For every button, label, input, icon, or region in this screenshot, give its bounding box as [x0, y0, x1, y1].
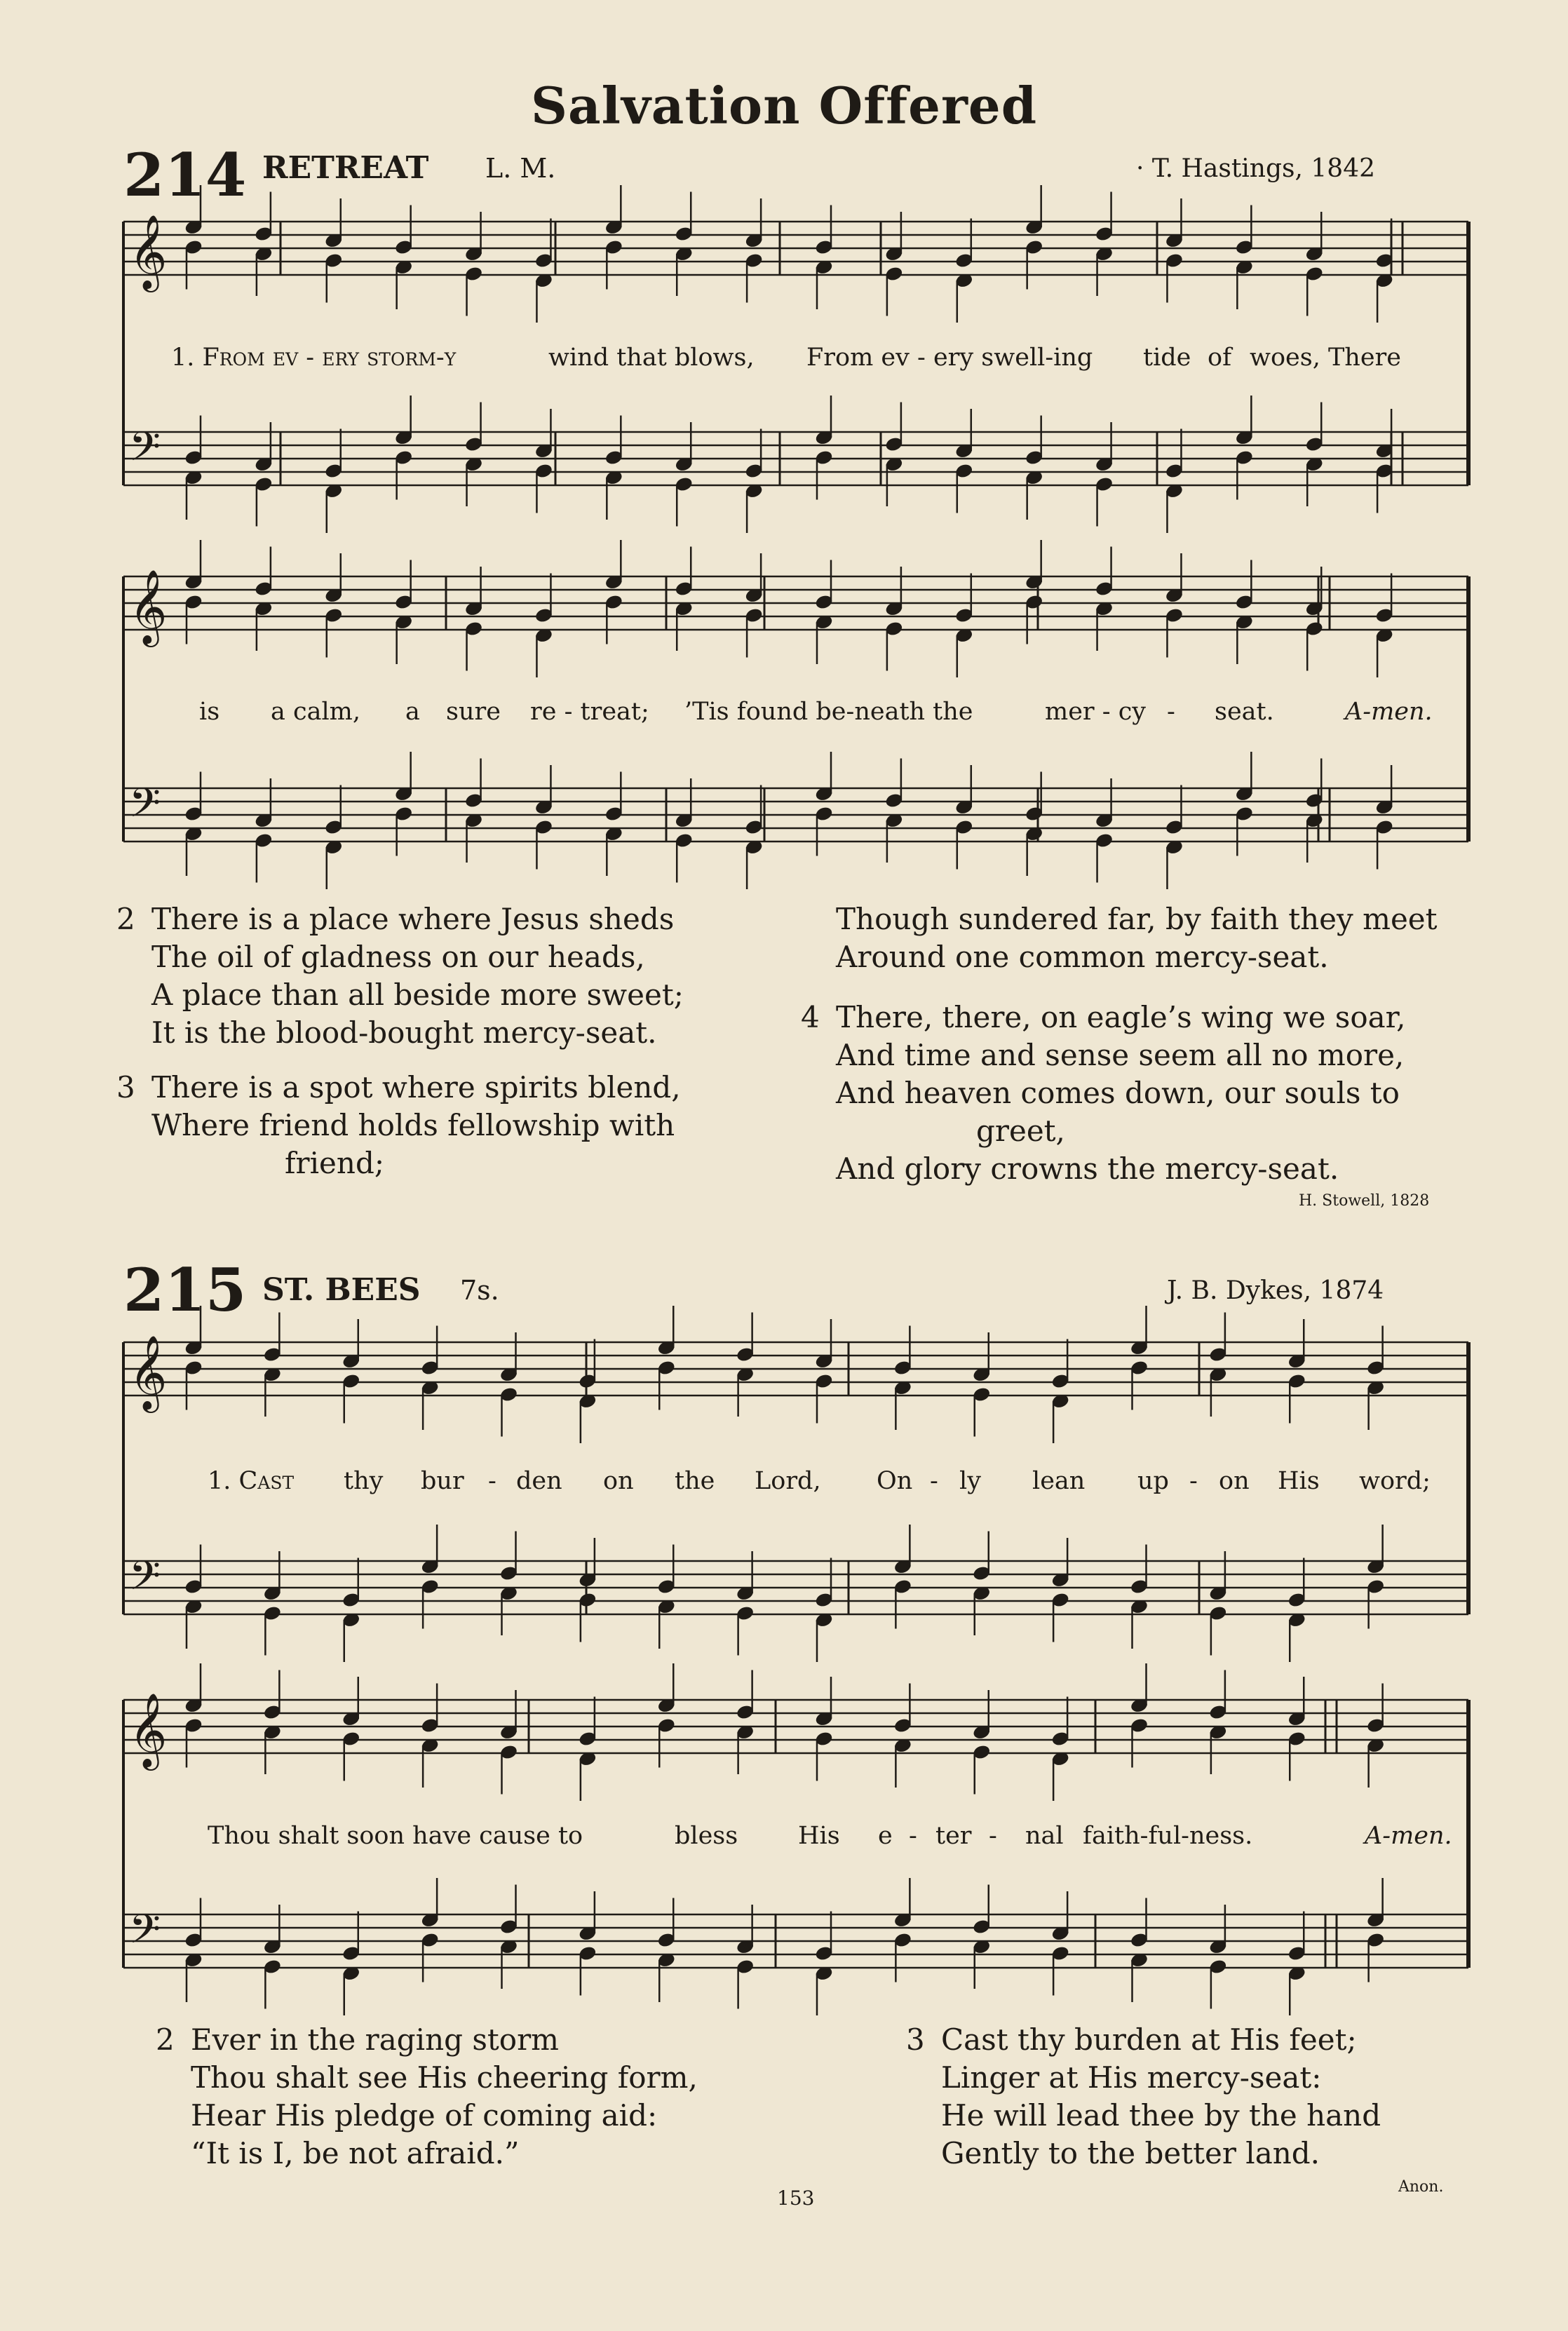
lyric-214-1-f: woes, There — [1250, 344, 1401, 372]
page-number: 153 — [777, 2187, 815, 2210]
lyric-214-1-d: tide — [1143, 344, 1191, 372]
lyric-215-1-j: - — [930, 1467, 938, 1495]
lyric-214-2-e: re - treat; — [530, 698, 649, 726]
lyric-215-2-c: His — [798, 1822, 840, 1850]
lyric-214-amen: A-men. — [1345, 698, 1433, 726]
meter: L. M. — [485, 153, 556, 184]
lyric-215-amen: A-men. — [1365, 1822, 1452, 1850]
lyric-215-1-o: on — [1219, 1467, 1250, 1495]
lyric-215-2-i: faith-ful-ness. — [1083, 1822, 1253, 1850]
lyric-214-1-a: 1. From ev - ery storm-y — [171, 344, 457, 372]
lyric-214-1-c: From ev - ery swell-ing — [806, 344, 1093, 372]
composer: · T. Hastings, 1842 — [1136, 154, 1376, 183]
meter: 7s. — [460, 1275, 499, 1306]
lyric-215-1-g: the — [675, 1467, 715, 1495]
verse-214-2: 2 There is a place where Jesus sheds The oil of gladness on our heads, A place than all beside more sweet; It is the blood-bought mercy-seat. — [116, 902, 684, 1050]
lyric-214-2-f: ’Tis found be-neath the — [684, 698, 973, 726]
verse-214-3-cont: Though sundered far, by faith they meet Around one common mercy-seat. — [836, 902, 1438, 974]
svg-text:𝄢: 𝄢 — [129, 779, 161, 837]
lyric-215-1-c: bur — [421, 1467, 464, 1495]
lyric-214-2-h: - — [1167, 698, 1175, 726]
section-title: Salvation Offered — [530, 76, 1038, 135]
svg-text:𝄞: 𝄞 — [129, 1335, 168, 1410]
svg-text:𝄢: 𝄢 — [129, 1905, 161, 1963]
lyric-215-1-k: ly — [959, 1467, 981, 1495]
lyric-214-2-c: a — [405, 698, 420, 726]
author-215: Anon. — [1398, 2178, 1444, 2196]
verse-215-2: 2 Ever in the raging storm Thou shalt see His cheering form, Hear His pledge of coming aid: “It is I, be not afraid.” — [156, 2022, 698, 2170]
lyric-215-1-d: - — [488, 1467, 496, 1495]
lyric-215-2-h: nal — [1025, 1822, 1064, 1850]
author-214: H. Stowell, 1828 — [1299, 1192, 1430, 1210]
lyric-215-2-d: e — [878, 1822, 893, 1850]
svg-text:𝄞: 𝄞 — [129, 214, 168, 289]
composer: J. B. Dykes, 1874 — [1167, 1276, 1384, 1305]
svg-text:𝄞: 𝄞 — [129, 1692, 168, 1767]
lyric-215-1-f: on — [603, 1467, 634, 1495]
lyric-215-2-g: - — [989, 1822, 997, 1850]
tune-name: ST. BEES — [262, 1272, 421, 1308]
lyric-215-1-e: den — [516, 1467, 562, 1495]
tune-name: RETREAT — [262, 150, 429, 186]
lyric-214-2-b: a calm, — [271, 698, 360, 726]
lyric-215-1-a: 1. Cast — [208, 1467, 295, 1495]
lyric-215-1-i: On — [877, 1467, 913, 1495]
lyric-214-1-e: of — [1208, 344, 1232, 372]
lyric-215-1-h: Lord, — [755, 1467, 821, 1495]
svg-text:𝄞: 𝄞 — [129, 569, 168, 644]
lyric-215-2-e: - — [909, 1822, 917, 1850]
lyric-215-2-b: bless — [675, 1822, 738, 1850]
verse-214-4: 4 There, there, on eagle’s wing we soar, And time and sense seem all no more, And heaven comes down, our souls to greet, And glory crowns the mercy-seat. — [801, 1000, 1406, 1186]
lyric-214-2-a: is — [199, 698, 220, 726]
lyric-215-1-b: thy — [344, 1467, 384, 1495]
lyric-215-2-f: ter — [935, 1822, 972, 1850]
lyric-214-2-d: sure — [446, 698, 501, 726]
lyric-215-1-m: up — [1137, 1467, 1169, 1495]
lyric-215-1-p: His — [1278, 1467, 1320, 1495]
hymn-number: 214 — [123, 140, 247, 210]
lyric-215-1-q: word; — [1359, 1467, 1431, 1495]
verse-215-3: 3 Cast thy burden at His feet; Linger at His mercy-seat: He will lead thee by the hand Gently to the better land. — [906, 2022, 1381, 2170]
hymn-number: 215 — [123, 1255, 247, 1325]
svg-text:𝄢: 𝄢 — [129, 423, 161, 480]
lyric-214-2-i: seat. — [1215, 698, 1274, 726]
lyric-214-2-g: mer - cy — [1045, 698, 1147, 726]
verse-214-3: 3 There is a spot where spirits blend, Where friend holds fellowship with friend; — [116, 1070, 681, 1180]
svg-text:𝄢: 𝄢 — [129, 1552, 161, 1609]
lyric-214-1-b: wind that blows, — [548, 344, 755, 372]
lyric-215-1-l: lean — [1032, 1467, 1086, 1495]
lyric-215-1-n: - — [1189, 1467, 1198, 1495]
lyric-215-2-a: Thou shalt soon have cause to — [208, 1822, 583, 1850]
